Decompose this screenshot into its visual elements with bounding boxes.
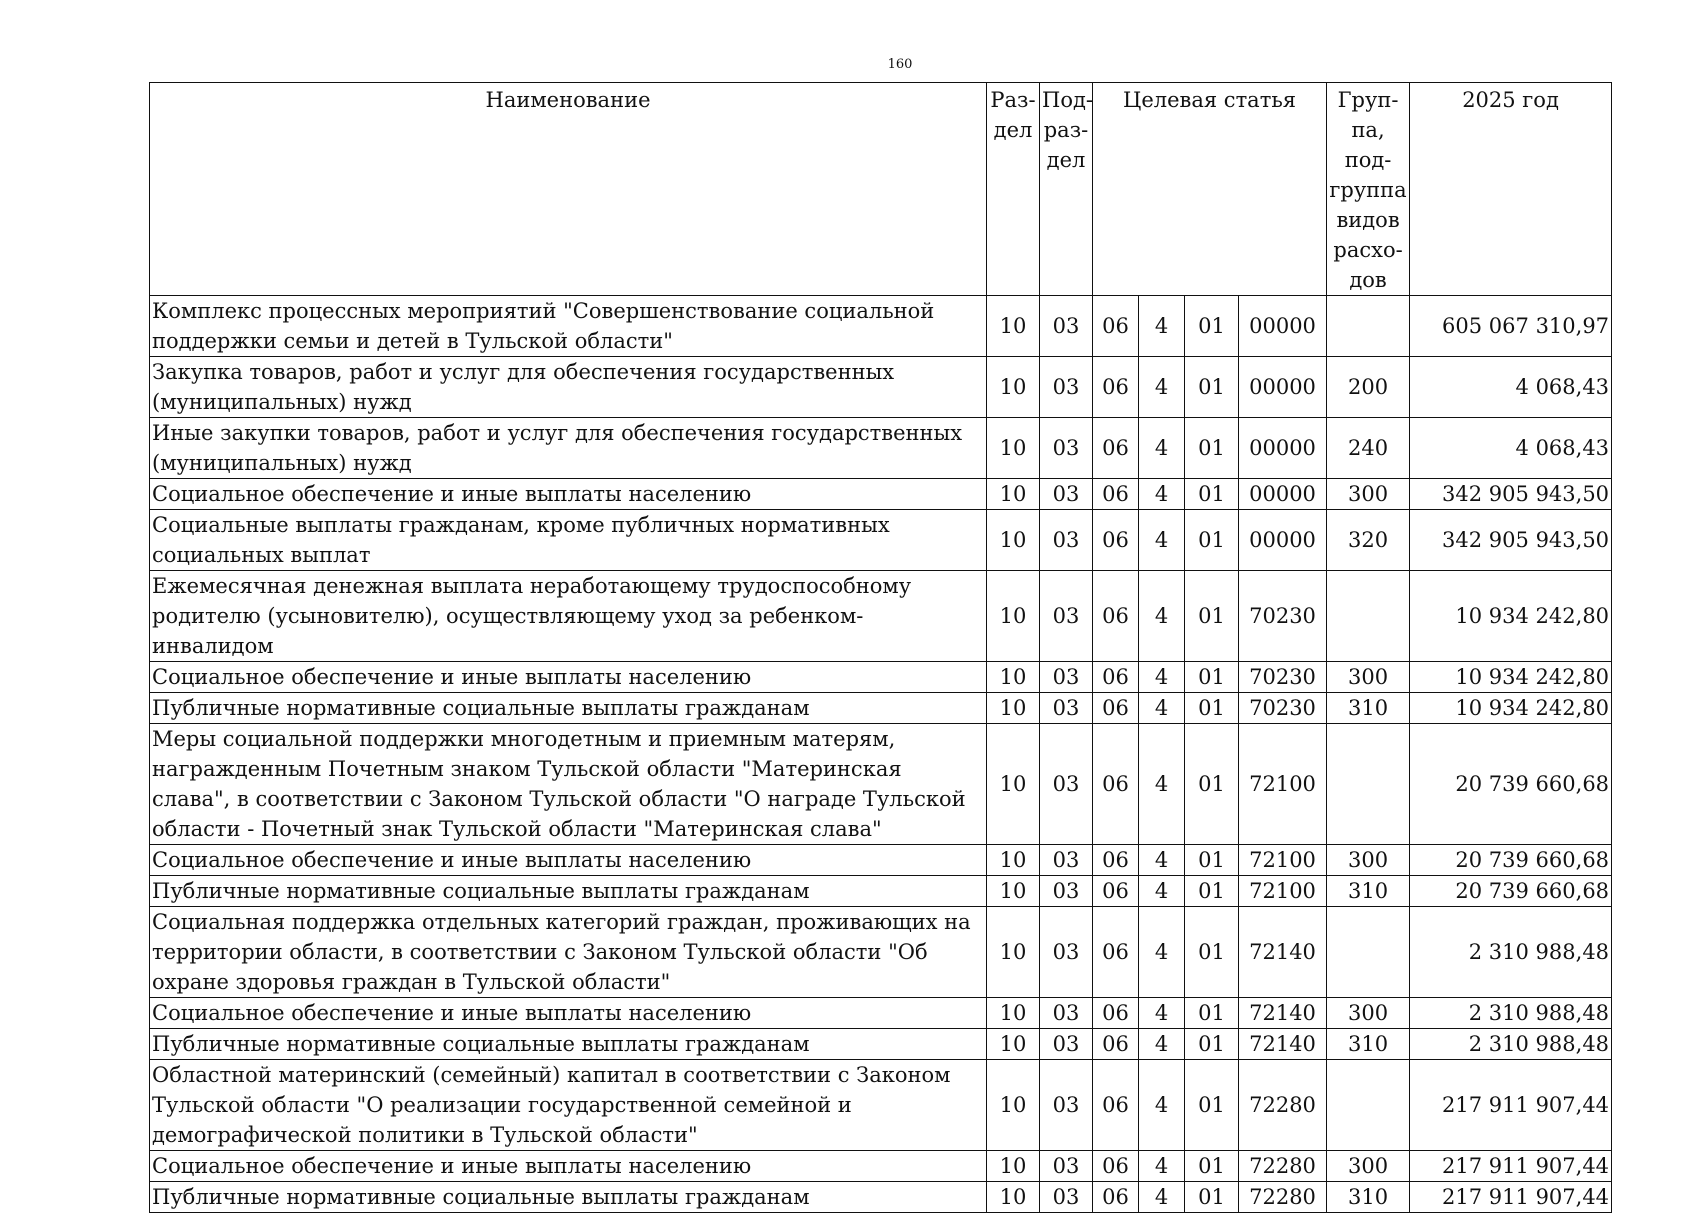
row-razdel-cell: 10 bbox=[987, 296, 1040, 357]
row-podrazdel-cell: 03 bbox=[1040, 418, 1093, 479]
row-group-cell bbox=[1327, 724, 1410, 845]
table-row bbox=[150, 1151, 1612, 1182]
row-razdel-cell: 10 bbox=[987, 693, 1040, 724]
row-amount-cell: 217 911 907,44 bbox=[1410, 1060, 1612, 1151]
row-podrazdel-cell: 03 bbox=[1040, 1029, 1093, 1060]
row-target-1-cell: 06 bbox=[1093, 418, 1139, 479]
row-name-cell: Социальные выплаты гражданам, кроме публичных нормативных социальных выплат bbox=[150, 510, 987, 571]
table-row bbox=[150, 724, 1612, 845]
row-target-2-cell: 4 bbox=[1139, 1151, 1185, 1182]
table-body bbox=[150, 296, 1612, 1213]
row-name-cell: Меры социальной поддержки многодетным и приемным матерям, награжденным Почетным знаком Тульской области "Материнская слава", в соответствии с Законом Тульской области "О награде Тульской области - Почетный знак Тульской области "Материнская слава" bbox=[150, 724, 987, 845]
row-target-1-cell: 06 bbox=[1093, 571, 1139, 662]
budget-table bbox=[149, 82, 1612, 1213]
row-group-cell: 300 bbox=[1327, 845, 1410, 876]
table-row bbox=[150, 418, 1612, 479]
row-target-2-cell: 4 bbox=[1139, 724, 1185, 845]
row-name-cell: Социальная поддержка отдельных категорий граждан, проживающих на территории области, в соответствии с Законом Тульской области "Об охране здоровья граждан в Тульской области" bbox=[150, 907, 987, 998]
row-amount-cell: 217 911 907,44 bbox=[1410, 1182, 1612, 1213]
row-podrazdel-cell: 03 bbox=[1040, 571, 1093, 662]
row-podrazdel-cell: 03 bbox=[1040, 724, 1093, 845]
row-name-cell: Социальное обеспечение и иные выплаты населению bbox=[150, 479, 987, 510]
table-row bbox=[150, 907, 1612, 998]
row-target-1-cell: 06 bbox=[1093, 907, 1139, 998]
row-target-4-cell: 00000 bbox=[1239, 479, 1327, 510]
row-podrazdel-cell: 03 bbox=[1040, 907, 1093, 998]
row-target-2-cell: 4 bbox=[1139, 876, 1185, 907]
row-target-2-cell: 4 bbox=[1139, 418, 1185, 479]
row-razdel-cell: 10 bbox=[987, 662, 1040, 693]
row-amount-cell: 10 934 242,80 bbox=[1410, 571, 1612, 662]
row-amount-cell: 4 068,43 bbox=[1410, 418, 1612, 479]
row-amount-cell: 4 068,43 bbox=[1410, 357, 1612, 418]
row-group-cell: 320 bbox=[1327, 510, 1410, 571]
row-target-4-cell: 72280 bbox=[1239, 1060, 1327, 1151]
table-row bbox=[150, 693, 1612, 724]
row-target-3-cell: 01 bbox=[1185, 998, 1239, 1029]
row-group-cell: 300 bbox=[1327, 479, 1410, 510]
row-target-4-cell: 72280 bbox=[1239, 1182, 1327, 1213]
row-target-4-cell: 70230 bbox=[1239, 571, 1327, 662]
row-amount-cell: 20 739 660,68 bbox=[1410, 876, 1612, 907]
row-target-4-cell: 00000 bbox=[1239, 296, 1327, 357]
row-group-cell: 200 bbox=[1327, 357, 1410, 418]
row-amount-cell: 605 067 310,97 bbox=[1410, 296, 1612, 357]
header-group-line: Груп- bbox=[1337, 88, 1399, 112]
row-target-4-cell: 72140 bbox=[1239, 1029, 1327, 1060]
row-group-cell: 310 bbox=[1327, 693, 1410, 724]
table-row bbox=[150, 1182, 1612, 1213]
row-target-3-cell: 01 bbox=[1185, 907, 1239, 998]
row-target-1-cell: 06 bbox=[1093, 357, 1139, 418]
row-group-cell bbox=[1327, 571, 1410, 662]
row-target-1-cell: 06 bbox=[1093, 998, 1139, 1029]
row-name-cell: Публичные нормативные социальные выплаты гражданам bbox=[150, 1182, 987, 1213]
header-group-line: дов bbox=[1349, 268, 1387, 292]
row-name-cell: Социальное обеспечение и иные выплаты населению bbox=[150, 662, 987, 693]
page-number: 160 bbox=[887, 57, 913, 72]
row-target-1-cell: 06 bbox=[1093, 479, 1139, 510]
row-razdel-cell: 10 bbox=[987, 845, 1040, 876]
row-name-cell: Закупка товаров, работ и услуг для обеспечения государственных (муниципальных) нужд bbox=[150, 357, 987, 418]
row-target-2-cell: 4 bbox=[1139, 510, 1185, 571]
row-target-3-cell: 01 bbox=[1185, 876, 1239, 907]
row-target-4-cell: 72280 bbox=[1239, 1151, 1327, 1182]
header-razdel-line: Раз- bbox=[990, 88, 1036, 112]
row-target-2-cell: 4 bbox=[1139, 479, 1185, 510]
row-target-1-cell: 06 bbox=[1093, 693, 1139, 724]
row-podrazdel-cell: 03 bbox=[1040, 662, 1093, 693]
row-razdel-cell: 10 bbox=[987, 724, 1040, 845]
row-name-cell: Публичные нормативные социальные выплаты гражданам bbox=[150, 693, 987, 724]
row-podrazdel-cell: 03 bbox=[1040, 510, 1093, 571]
header-podrazdel bbox=[1040, 83, 1093, 296]
header-razdel bbox=[987, 83, 1040, 296]
row-target-3-cell: 01 bbox=[1185, 479, 1239, 510]
row-amount-cell: 342 905 943,50 bbox=[1410, 510, 1612, 571]
row-target-4-cell: 00000 bbox=[1239, 510, 1327, 571]
row-amount-cell: 217 911 907,44 bbox=[1410, 1151, 1612, 1182]
table-row bbox=[150, 479, 1612, 510]
row-target-3-cell: 01 bbox=[1185, 418, 1239, 479]
header-podrazdel-line: раз- bbox=[1043, 118, 1089, 142]
row-group-cell: 310 bbox=[1327, 876, 1410, 907]
row-target-4-cell: 00000 bbox=[1239, 418, 1327, 479]
table-row bbox=[150, 510, 1612, 571]
row-target-3-cell: 01 bbox=[1185, 845, 1239, 876]
row-amount-cell: 20 739 660,68 bbox=[1410, 845, 1612, 876]
row-podrazdel-cell: 03 bbox=[1040, 693, 1093, 724]
row-target-4-cell: 72140 bbox=[1239, 998, 1327, 1029]
row-target-2-cell: 4 bbox=[1139, 662, 1185, 693]
row-amount-cell: 2 310 988,48 bbox=[1410, 1029, 1612, 1060]
table-row bbox=[150, 1060, 1612, 1151]
row-group-cell bbox=[1327, 1060, 1410, 1151]
row-target-4-cell: 70230 bbox=[1239, 693, 1327, 724]
row-name-cell: Публичные нормативные социальные выплаты гражданам bbox=[150, 1029, 987, 1060]
row-group-cell: 300 bbox=[1327, 998, 1410, 1029]
row-group-cell: 310 bbox=[1327, 1182, 1410, 1213]
row-razdel-cell: 10 bbox=[987, 998, 1040, 1029]
header-year: 2025 год bbox=[1410, 83, 1612, 296]
row-target-3-cell: 01 bbox=[1185, 1029, 1239, 1060]
row-target-3-cell: 01 bbox=[1185, 1151, 1239, 1182]
row-razdel-cell: 10 bbox=[987, 1182, 1040, 1213]
row-target-3-cell: 01 bbox=[1185, 510, 1239, 571]
row-amount-cell: 2 310 988,48 bbox=[1410, 907, 1612, 998]
header-podrazdel-line: дел bbox=[1046, 148, 1086, 172]
row-target-4-cell: 72140 bbox=[1239, 907, 1327, 998]
row-target-4-cell: 70230 bbox=[1239, 662, 1327, 693]
row-razdel-cell: 10 bbox=[987, 1029, 1040, 1060]
row-target-3-cell: 01 bbox=[1185, 724, 1239, 845]
row-podrazdel-cell: 03 bbox=[1040, 479, 1093, 510]
row-amount-cell: 10 934 242,80 bbox=[1410, 693, 1612, 724]
row-podrazdel-cell: 03 bbox=[1040, 998, 1093, 1029]
row-group-cell: 300 bbox=[1327, 1151, 1410, 1182]
row-target-2-cell: 4 bbox=[1139, 296, 1185, 357]
table-row bbox=[150, 571, 1612, 662]
row-name-cell: Комплекс процессных мероприятий "Совершенствование социальной поддержки семьи и детей в Тульской области" bbox=[150, 296, 987, 357]
row-target-2-cell: 4 bbox=[1139, 1060, 1185, 1151]
row-razdel-cell: 10 bbox=[987, 1060, 1040, 1151]
row-target-2-cell: 4 bbox=[1139, 998, 1185, 1029]
row-target-1-cell: 06 bbox=[1093, 510, 1139, 571]
row-target-1-cell: 06 bbox=[1093, 724, 1139, 845]
row-razdel-cell: 10 bbox=[987, 418, 1040, 479]
row-target-2-cell: 4 bbox=[1139, 907, 1185, 998]
table-row bbox=[150, 296, 1612, 357]
table-row bbox=[150, 845, 1612, 876]
row-target-4-cell: 72100 bbox=[1239, 876, 1327, 907]
row-amount-cell: 342 905 943,50 bbox=[1410, 479, 1612, 510]
row-target-1-cell: 06 bbox=[1093, 1029, 1139, 1060]
row-target-2-cell: 4 bbox=[1139, 1182, 1185, 1213]
row-target-3-cell: 01 bbox=[1185, 296, 1239, 357]
row-target-3-cell: 01 bbox=[1185, 357, 1239, 418]
table-row bbox=[150, 876, 1612, 907]
row-name-cell: Иные закупки товаров, работ и услуг для обеспечения государственных (муниципальных) нужд bbox=[150, 418, 987, 479]
row-target-3-cell: 01 bbox=[1185, 1060, 1239, 1151]
row-target-4-cell: 72100 bbox=[1239, 724, 1327, 845]
row-razdel-cell: 10 bbox=[987, 571, 1040, 662]
row-amount-cell: 20 739 660,68 bbox=[1410, 724, 1612, 845]
row-target-1-cell: 06 bbox=[1093, 296, 1139, 357]
row-target-2-cell: 4 bbox=[1139, 1029, 1185, 1060]
header-razdel-line: дел bbox=[993, 118, 1033, 142]
row-name-cell: Ежемесячная денежная выплата неработающему трудоспособному родителю (усыновителю), осуществляющему уход за ребенком-инвалидом bbox=[150, 571, 987, 662]
row-razdel-cell: 10 bbox=[987, 510, 1040, 571]
row-target-3-cell: 01 bbox=[1185, 571, 1239, 662]
row-amount-cell: 10 934 242,80 bbox=[1410, 662, 1612, 693]
row-target-2-cell: 4 bbox=[1139, 357, 1185, 418]
row-target-3-cell: 01 bbox=[1185, 693, 1239, 724]
row-target-4-cell: 72100 bbox=[1239, 845, 1327, 876]
row-group-cell bbox=[1327, 907, 1410, 998]
row-target-1-cell: 06 bbox=[1093, 876, 1139, 907]
row-name-cell: Социальное обеспечение и иные выплаты населению bbox=[150, 998, 987, 1029]
header-podrazdel-line: Под- bbox=[1042, 88, 1093, 112]
row-name-cell: Социальное обеспечение и иные выплаты населению bbox=[150, 845, 987, 876]
row-podrazdel-cell: 03 bbox=[1040, 1182, 1093, 1213]
row-razdel-cell: 10 bbox=[987, 876, 1040, 907]
header-target: Целевая статья bbox=[1093, 83, 1327, 296]
header-group-line: па, под- bbox=[1344, 118, 1392, 172]
table-row bbox=[150, 357, 1612, 418]
row-target-2-cell: 4 bbox=[1139, 693, 1185, 724]
row-target-2-cell: 4 bbox=[1139, 571, 1185, 662]
row-podrazdel-cell: 03 bbox=[1040, 296, 1093, 357]
row-target-1-cell: 06 bbox=[1093, 1151, 1139, 1182]
header-row bbox=[150, 83, 1612, 296]
row-target-1-cell: 06 bbox=[1093, 1060, 1139, 1151]
row-razdel-cell: 10 bbox=[987, 907, 1040, 998]
row-group-cell bbox=[1327, 296, 1410, 357]
table-row bbox=[150, 662, 1612, 693]
row-podrazdel-cell: 03 bbox=[1040, 1060, 1093, 1151]
row-razdel-cell: 10 bbox=[987, 1151, 1040, 1182]
row-razdel-cell: 10 bbox=[987, 479, 1040, 510]
row-group-cell: 310 bbox=[1327, 1029, 1410, 1060]
row-name-cell: Областной материнский (семейный) капитал в соответствии с Законом Тульской области "О реализации государственной семейной и демографической политики в Тульской области" bbox=[150, 1060, 987, 1151]
row-target-2-cell: 4 bbox=[1139, 845, 1185, 876]
row-group-cell: 300 bbox=[1327, 662, 1410, 693]
row-podrazdel-cell: 03 bbox=[1040, 1151, 1093, 1182]
row-podrazdel-cell: 03 bbox=[1040, 845, 1093, 876]
row-podrazdel-cell: 03 bbox=[1040, 876, 1093, 907]
header-group-line: расхо- bbox=[1333, 238, 1403, 262]
row-target-3-cell: 01 bbox=[1185, 1182, 1239, 1213]
row-podrazdel-cell: 03 bbox=[1040, 357, 1093, 418]
row-name-cell: Публичные нормативные социальные выплаты гражданам bbox=[150, 876, 987, 907]
table-row bbox=[150, 998, 1612, 1029]
row-target-3-cell: 01 bbox=[1185, 662, 1239, 693]
table-row bbox=[150, 1029, 1612, 1060]
row-target-1-cell: 06 bbox=[1093, 1182, 1139, 1213]
header-name: Наименование bbox=[150, 83, 987, 296]
row-target-1-cell: 06 bbox=[1093, 662, 1139, 693]
header-group-line: группа bbox=[1329, 178, 1407, 202]
row-target-4-cell: 00000 bbox=[1239, 357, 1327, 418]
row-group-cell: 240 bbox=[1327, 418, 1410, 479]
row-name-cell: Социальное обеспечение и иные выплаты населению bbox=[150, 1151, 987, 1182]
row-amount-cell: 2 310 988,48 bbox=[1410, 998, 1612, 1029]
row-target-1-cell: 06 bbox=[1093, 845, 1139, 876]
header-group-line: видов bbox=[1336, 208, 1400, 232]
row-razdel-cell: 10 bbox=[987, 357, 1040, 418]
header-group bbox=[1327, 83, 1410, 296]
